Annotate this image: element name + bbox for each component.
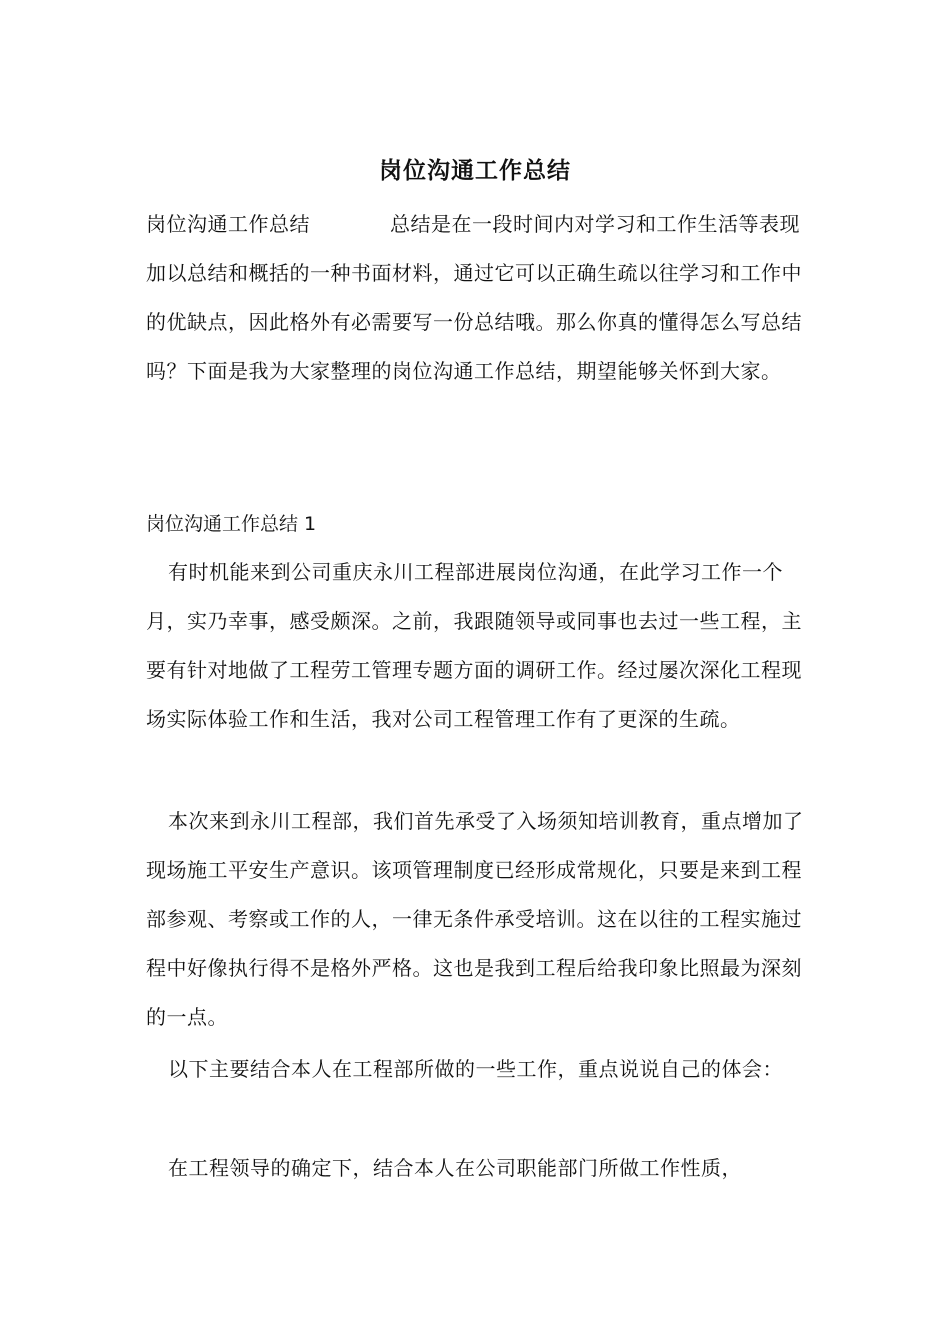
body-paragraph-1: 有时机能来到公司重庆永川工程部进展岗位沟通，在此学习工作一个月，实乃幸事，感受颇深。之前，我跟随领导或同事也去过一些工程，主要有针对地做了工程劳工管理专题方面的调研工作。经过屡次深化工程现场实际体验工作和生活，我对公司工程管理工作有了更深的生疏。 xyxy=(146,560,802,731)
body-paragraph-2: 本次来到永川工程部，我们首先承受了入场须知培训教育，重点增加了现场施工平安生产意识。该项管理制度已经形成常规化，只要是来到工程部参观、考察或工作的人，一律无条件承受培训。这在以往的工程实施过程中好像执行得不是格外严格。这也是我到工程后给我印象比照最为深刻的一点。 xyxy=(146,809,804,1029)
intro-paragraph xyxy=(146,200,806,396)
section-heading: 岗位沟通工作总结 1 xyxy=(146,513,317,535)
intro-text: 总结是在一段时间内对学习和工作生活等表现加以总结和概括的一种书面材料，通过它可以正确生疏以往学习和工作中的优缺点，因此格外有必需要写一份总结哦。那么你真的懂得怎么写总结吗？下面是我为大家整理的岗位沟通工作总结，期望能够关怀到大家。 xyxy=(146,212,802,383)
body-paragraph-4: 在工程领导的确定下，结合本人在公司职能部门所做工作性质， xyxy=(168,1156,742,1180)
document-title: 岗位沟通工作总结 xyxy=(379,158,571,184)
body-paragraph-3: 以下主要结合本人在工程部所做的一些工作，重点说说自己的体会： xyxy=(168,1057,783,1081)
intro-label: 岗位沟通工作总结 xyxy=(146,212,310,236)
